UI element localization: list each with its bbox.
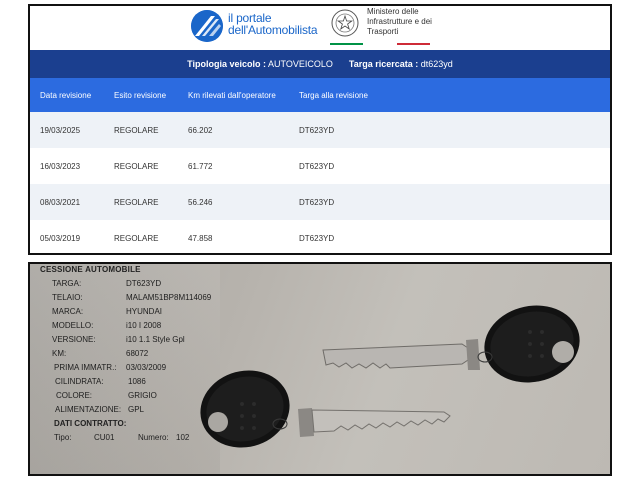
cell-plate: DT623YD: [299, 198, 335, 207]
contract-type-label: Tipo:: [54, 433, 72, 442]
portal-logo-line1: il portale: [228, 11, 272, 25]
italian-emblem-icon: [330, 8, 360, 38]
ministry-name: [367, 7, 432, 37]
field-value: i10 I 2008: [126, 321, 162, 330]
table-row: [30, 112, 610, 148]
field-value: DT623YD: [126, 279, 162, 288]
cell-date: 08/03/2021: [40, 198, 81, 207]
cell-date: 05/03/2019: [40, 234, 81, 243]
plate-summary: [349, 59, 453, 69]
plate-value: dt623yd: [420, 59, 453, 69]
flag-red: [397, 43, 430, 45]
cell-outcome: REGOLARE: [114, 198, 159, 207]
ministry-line1: Ministero delle: [367, 7, 419, 16]
portal-logo-text[interactable]: [228, 12, 317, 36]
header-plate: Targa alla revisione: [299, 91, 368, 100]
flag-white: [363, 43, 396, 45]
query-summary-bar: [30, 50, 610, 78]
contract-number-value: 102: [176, 433, 190, 442]
header-outcome: Esito revisione: [114, 91, 167, 100]
car-sale-photo: [28, 262, 612, 476]
document-title: CESSIONE AUTOMOBILE: [40, 265, 141, 274]
car-key-upper: [323, 297, 587, 391]
field-label: ALIMENTAZIONE:: [55, 405, 122, 414]
portal-header: [30, 6, 610, 50]
cell-outcome: REGOLARE: [114, 162, 159, 171]
table-row: [30, 148, 610, 184]
vehicle-type-value: AUTOVEICOLO: [268, 59, 333, 69]
portal-screenshot: [28, 4, 612, 255]
cell-km: 66.202: [188, 126, 213, 135]
field-label: TELAIO:: [52, 293, 83, 302]
cell-plate: DT623YD: [299, 234, 335, 243]
table-row: [30, 220, 610, 255]
field-value: 1086: [128, 377, 146, 386]
contract-type-value: CU01: [94, 433, 115, 442]
field-label: MODELLO:: [52, 321, 94, 330]
table-row: [30, 184, 610, 220]
header-date: Data revisione: [40, 91, 92, 100]
field-label: MARCA:: [52, 307, 84, 316]
cell-outcome: REGOLARE: [114, 234, 159, 243]
header-km: Km rilevati dall'operatore: [188, 91, 276, 100]
field-value: GRIGIO: [128, 391, 157, 400]
contract-number-label: Numero:: [138, 433, 169, 442]
cell-date: 19/03/2025: [40, 126, 81, 135]
field-value: i10 1.1 Style Gpl: [126, 335, 185, 344]
field-label: PRIMA IMMATR.:: [54, 363, 117, 372]
car-keys: [30, 264, 610, 474]
cell-km: 61.772: [188, 162, 213, 171]
cell-outcome: REGOLARE: [114, 126, 159, 135]
field-value: 03/03/2009: [126, 363, 167, 372]
cell-km: 47.858: [188, 234, 213, 243]
cell-date: 16/03/2023: [40, 162, 81, 171]
field-label: KM:: [52, 349, 67, 358]
vehicle-type-summary: [187, 59, 333, 69]
field-label: CILINDRATA:: [55, 377, 104, 386]
portal-logo-line2: dell'Automobilista: [228, 23, 318, 37]
field-label: TARGA:: [52, 279, 82, 288]
field-value: GPL: [128, 405, 145, 414]
flag-green: [330, 43, 363, 45]
field-value: MALAM51BP8M114069: [126, 293, 212, 302]
portal-logo-icon: [191, 10, 223, 42]
revision-table-body: [30, 112, 610, 255]
field-value: HYUNDAI: [126, 307, 163, 316]
revision-table-header: [30, 78, 610, 112]
field-label: VERSIONE:: [52, 335, 96, 344]
cell-plate: DT623YD: [299, 162, 335, 171]
ministry-line3: Trasporti: [367, 27, 399, 36]
field-label: COLORE:: [56, 391, 93, 400]
ministry-line2: Infrastrutture e dei: [367, 17, 432, 26]
italian-flag-stripe: [330, 43, 430, 45]
cell-km: 56.246: [188, 198, 213, 207]
car-key-lower: [192, 361, 450, 458]
cell-plate: DT623YD: [299, 126, 335, 135]
contract-title: DATI CONTRATTO:: [54, 419, 127, 428]
plate-label: Targa ricercata :: [348, 59, 419, 69]
vehicle-type-label: Tipologia veicolo :: [187, 59, 267, 69]
field-value: 68072: [126, 349, 149, 358]
